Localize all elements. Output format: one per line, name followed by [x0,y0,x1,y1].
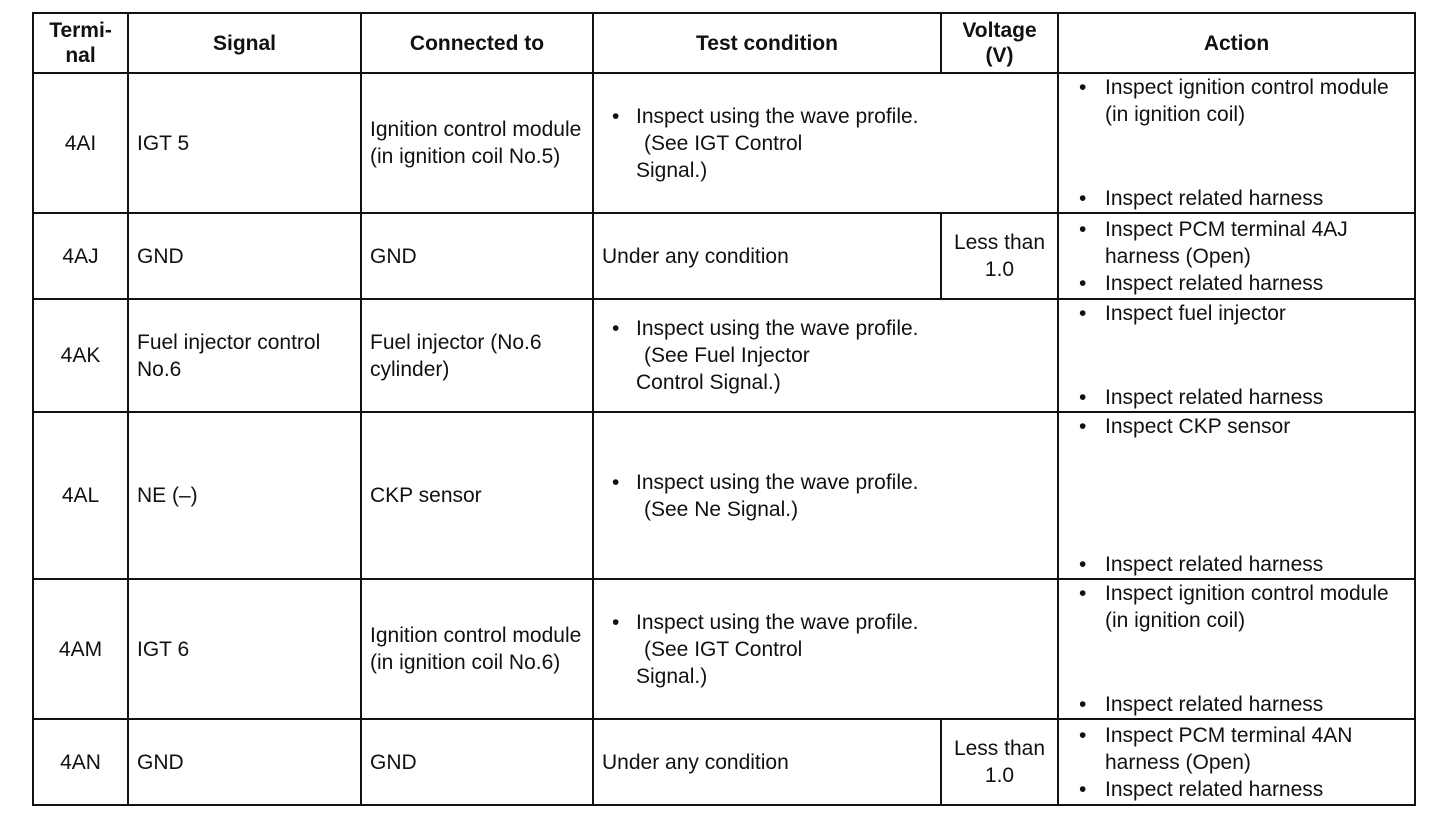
test-main-text: Inspect using the wave profile. [636,610,919,634]
connected-to-cell: GND [361,719,593,805]
action-item: • Inspect CKP sensor [1067,413,1406,440]
test-ref-text: (See IGT Control [644,131,803,155]
action-item: • Inspect fuel injector [1067,300,1406,327]
test-condition-list [602,469,1049,523]
action-cell [1058,73,1415,213]
connected-to-cell: GND [361,213,593,299]
header-signal-label: Signal [212,31,276,55]
connected-to-cell: Ignition control module (in ignition coil No.5) [361,73,593,213]
terminal-cell: 4AI [33,73,128,213]
header-terminal [33,13,128,73]
header-voltage [941,13,1058,73]
action-item: • Inspect related harness [1067,691,1406,718]
test-condition-item [602,469,1049,523]
table-row [33,299,1415,412]
connected-to-cell: Fuel injector (No.6 cylinder) [361,299,593,412]
action-cell [1058,579,1415,719]
action-item: • Inspect related harness [1067,185,1406,212]
action-item: • Inspect related harness [1067,270,1406,297]
header-connected-to-label: Connected to [409,31,545,55]
test-condition-list [602,315,1049,396]
header-voltage-label: Voltage (V) [962,19,1037,67]
action-list [1067,384,1406,411]
terminal-cell: 4AN [33,719,128,805]
action-list [1067,413,1406,440]
action-list [1067,216,1406,297]
test-condition-cell [593,412,1058,579]
test-condition-cell [593,73,1058,213]
action-item: • Inspect related harness [1067,384,1406,411]
action-item: • Inspect PCM terminal 4AN harness (Open) [1067,722,1406,776]
terminal-cell: 4AL [33,412,128,579]
action-list [1067,300,1406,327]
test-ref-text: (See IGT Control [644,637,803,661]
action-item: • Inspect related harness [1067,776,1406,803]
action-cell [1058,719,1415,805]
action-list [1067,74,1406,128]
action-list [1067,580,1406,634]
terminal-cell: 4AJ [33,213,128,299]
test-condition-list [602,609,1049,690]
test-ref-text: (See Fuel Injector [644,344,810,367]
signal-cell: IGT 5 [128,73,361,213]
voltage-cell: Less than 1.0 [941,213,1058,299]
test-ref-cont-text: Signal.) [636,664,708,688]
header-test-condition-label: Test condition [696,31,838,55]
signal-cell: IGT 6 [128,579,361,719]
table-row [33,213,1415,299]
action-cell [1058,412,1415,579]
table-row [33,579,1415,719]
table-row [33,73,1415,213]
action-cell [1058,213,1415,299]
action-item: • Inspect PCM terminal 4AJ harness (Open) [1067,216,1406,270]
terminal-cell: 4AM [33,579,128,719]
header-connected-to [361,13,593,73]
action-list [1067,722,1406,803]
signal-cell: GND [128,719,361,805]
pcm-terminal-table [32,12,1416,806]
action-list [1067,691,1406,718]
signal-cell: NE (–) [128,412,361,579]
test-condition-item [602,315,1049,396]
voltage-cell: Less than 1.0 [941,719,1058,805]
test-condition-cell [593,299,1058,412]
test-ref-cont-text: Signal.) [636,158,708,182]
test-condition-cell: Under any condition [593,213,941,299]
test-ref-cont-text: Control Signal.) [636,371,781,394]
action-item: • Inspect ignition control module (in ignition coil) [1067,580,1406,634]
terminal-cell: 4AK [33,299,128,412]
signal-cell: GND [128,213,361,299]
test-ref-text: (See Ne Signal.) [644,497,799,521]
test-main-text: Inspect using the wave profile. [636,104,919,128]
action-item: • Inspect ignition control module (in ignition coil) [1067,74,1406,128]
header-action [1058,13,1415,73]
test-condition-item [602,103,1049,184]
table-row [33,412,1415,579]
header-row [33,13,1415,73]
action-list [1067,551,1406,578]
action-cell [1058,299,1415,412]
signal-cell: Fuel injector control No.6 [128,299,361,412]
connected-to-cell: Ignition control module (in ignition coil No.6) [361,579,593,719]
header-test-condition [593,13,941,73]
header-signal [128,13,361,73]
test-main-text: Inspect using the wave profile. [636,317,919,340]
test-condition-cell: Under any condition [593,719,941,805]
header-action-label: Action [1203,31,1270,55]
connected-to-cell: CKP sensor [361,412,593,579]
test-main-text: Inspect using the wave profile. [636,470,919,494]
header-terminal-label: Termi- nal [49,19,112,67]
action-item: • Inspect related harness [1067,551,1406,578]
test-condition-item [602,609,1049,690]
test-condition-list [602,103,1049,184]
test-condition-cell [593,579,1058,719]
table-row [33,719,1415,805]
action-list [1067,185,1406,212]
